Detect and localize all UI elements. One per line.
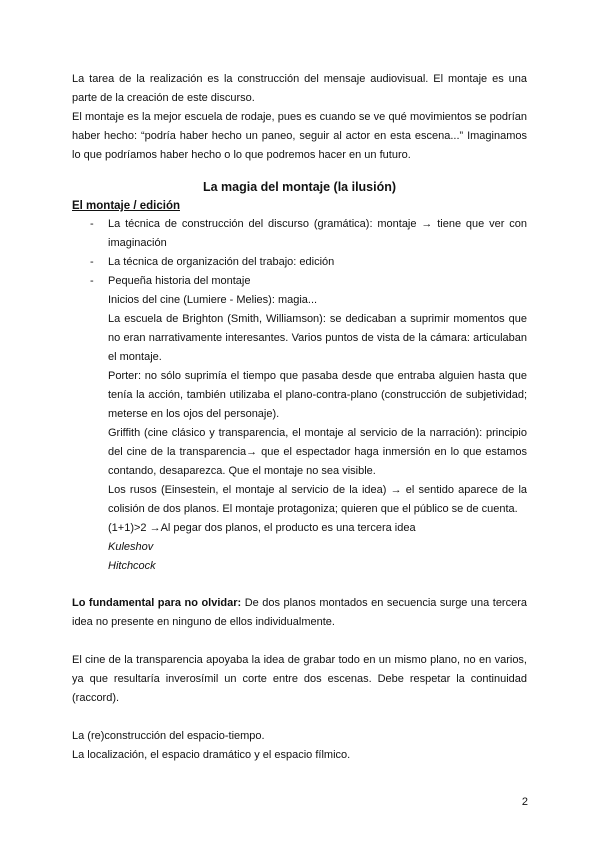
intro-section — [72, 70, 527, 165]
page-number: 2 — [521, 796, 528, 808]
bullet-dash: - — [90, 275, 94, 287]
history-paragraph: Porter: no sólo suprimía el tiempo que pasaba desde que entraba alguien hasta que tenía la acción, también utilizaba el plano-contra-plano (construcción de subjetividad; meterse en los ojos del personaje). — [108, 370, 527, 420]
list-item-text: La técnica de organización del trabajo: edición — [108, 256, 335, 268]
history-paragraph: Griffith (cine clásico y transparencia, el montaje al servicio de la narración): principio del cine de la transparencia→ que el espectador haga inmersión en lo que estamos contando, desaparezca. Que el montaje no sea visible. — [108, 427, 527, 477]
history-paragraph: (1+1)>2 →Al pegar dos planos, el producto es una tercera idea — [108, 522, 416, 534]
bullet-dash: - — [90, 256, 94, 268]
bullet-list — [72, 215, 527, 291]
bullet-dash: - — [90, 218, 94, 230]
key-takeaway — [72, 594, 527, 632]
history-paragraph: Los rusos (Einsestein, el montaje al servicio de la idea) → el sentido aparece de la colisión de dos planos. El montaje protagoniza; quieren que el público se de cuenta. — [108, 484, 527, 515]
section-title: La magia del montaje (la ilusión) — [202, 180, 397, 194]
closing-section — [72, 727, 527, 765]
key-label: Lo fundamental para no olvidar: — [72, 597, 242, 609]
document-page — [72, 70, 527, 765]
list-item-text: La técnica de construcción del discurso (gramática): montaje → tiene que ver con imaginación — [108, 218, 527, 249]
list-item-text: Pequeña historia del montaje — [108, 275, 251, 287]
history-paragraph: La escuela de Brighton (Smith, Williamson): se dedicaban a suprimir momentos que no eran narrativamente interesantes. Varios puntos de vista de la cámara: articulaban el montaje. — [108, 313, 527, 363]
history-paragraph: Inicios del cine (Lumiere - Melies): magia... — [108, 294, 318, 306]
closing-line-2: La localización, el espacio dramático y el espacio fílmico. — [72, 749, 351, 761]
subheading: El montaje / edición — [72, 200, 180, 212]
key-text: De dos planos montados en secuencia surge una tercera idea no presente en ninguno de ellos individualmente. — [72, 597, 527, 628]
name-kuleshov: Kuleshov — [108, 541, 154, 553]
list-item — [72, 272, 527, 291]
name-hitchcock: Hitchcock — [108, 560, 156, 572]
intro-paragraph-1: La tarea de la realización es la construcción del mensaje audiovisual. El montaje es una parte de la creación de este discurso. — [72, 73, 527, 104]
montage-history — [72, 291, 527, 576]
list-item — [72, 253, 527, 272]
intro-paragraph-2: El montaje es la mejor escuela de rodaje, pues es cuando se ve qué movimientos se podrían haber hecho: “podría haber hecho un paneo, seguir al actor en esta escena...” Imaginamos lo que podríamos haber hecho o lo que podremos hacer en un futuro. — [72, 111, 527, 161]
list-item — [72, 215, 527, 253]
transparency-paragraph: El cine de la transparencia apoyaba la idea de grabar todo en un mismo plano, no en varios, ya que resultaría inverosímil un corte entre dos escenas. Debe respetar la continuidad (raccord). — [72, 654, 527, 704]
closing-line-1: La (re)construcción del espacio-tiempo. — [72, 730, 265, 742]
